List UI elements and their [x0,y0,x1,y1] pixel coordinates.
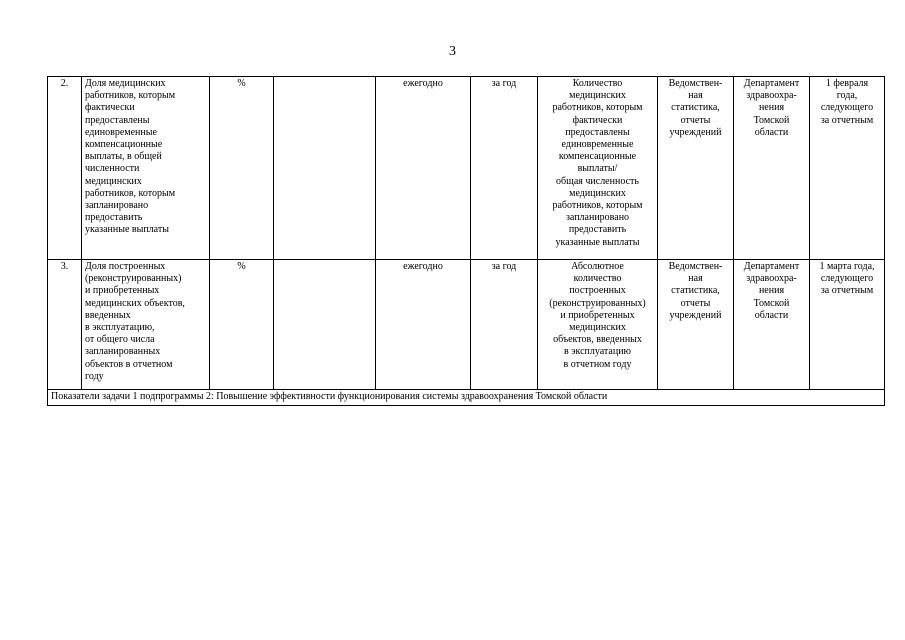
page-number: 3 [449,44,456,59]
empty-cell [274,77,376,260]
calculation-method-cell: Абсолютное количество построенных (реконструированных) и приобретенных медицинских объектов, введенных в эксплуатацию в отчетном году [538,260,658,390]
period-cell: за год [471,260,538,390]
responsible-cell: Департамент здравоохра- нения Томской области [734,260,810,390]
row-number-cell: 3. [48,260,82,390]
table-row [48,260,885,390]
empty-cell [274,260,376,390]
responsible-cell: Департамент здравоохра- нения Томской области [734,77,810,260]
indicators-table [47,76,885,406]
deadline-cell: 1 марта года, следующего за отчетным [810,260,885,390]
section-heading-row [48,390,885,406]
table-row [48,77,885,260]
indicator-name-cell: Доля медицинских работников, которым фактически предоставлены единовременные компенсационные выплаты, в общей численности медицинских работников, которым запланировано предоставить указанные выплаты [82,77,210,260]
calculation-method-cell: Количество медицинских работников, которым фактически предоставлены единовременные компенсационные выплаты/ общая численность медицинских работников, которым запланировано предоставить указанные выплаты [538,77,658,260]
periodicity-cell: ежегодно [376,260,471,390]
indicator-name-cell: Доля построенных (реконструированных) и приобретенных медицинских объектов, введенных в эксплуатацию, от общего числа запланированных объектов в отчетном году [82,260,210,390]
section-heading: Показатели задачи 1 подпрограммы 2: Повышение эффективности функционирования системы здравоохранения Томской области [48,390,885,406]
unit-cell: % [210,260,274,390]
row-number-cell: 2. [48,77,82,260]
unit-cell: % [210,77,274,260]
period-cell: за год [471,77,538,260]
data-source-cell: Ведомствен- ная статистика, отчеты учреждений [658,77,734,260]
data-source-cell: Ведомствен- ная статистика, отчеты учреждений [658,260,734,390]
periodicity-cell: ежегодно [376,77,471,260]
deadline-cell: 1 февраля года, следующего за отчетным [810,77,885,260]
